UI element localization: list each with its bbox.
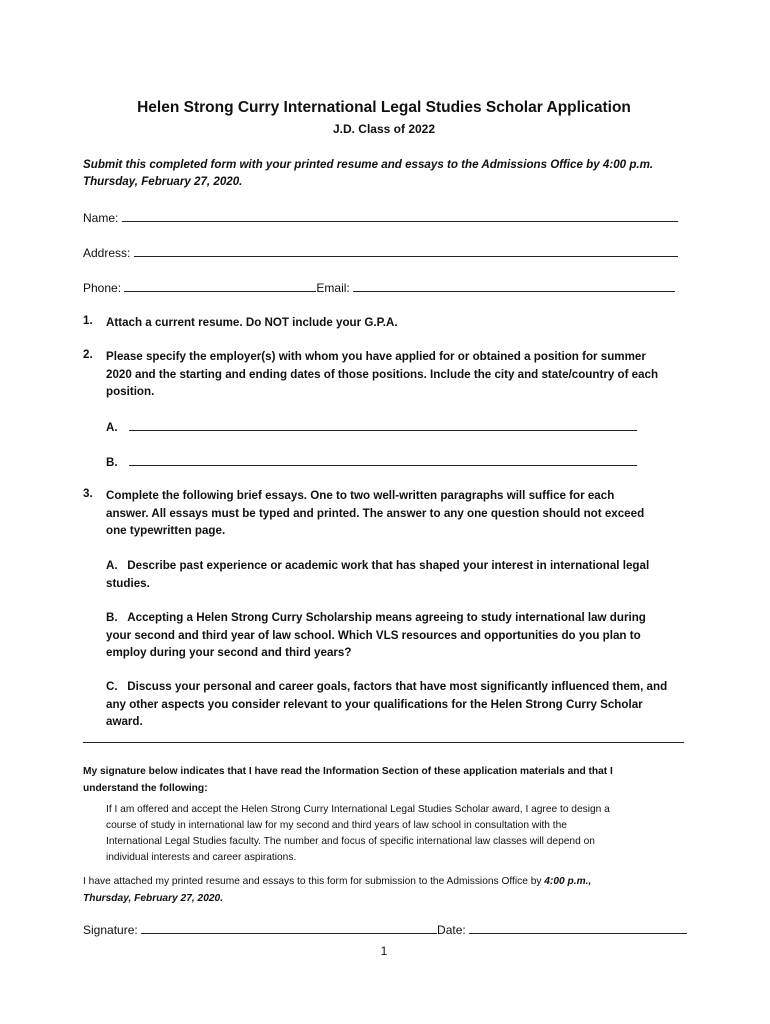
signature-intro bbox=[83, 764, 685, 797]
q3-c-line: award. bbox=[106, 715, 143, 728]
q2-a-label: A. bbox=[106, 421, 118, 434]
q2-answer-a-row bbox=[106, 418, 637, 434]
q2-text bbox=[106, 348, 696, 401]
pledge-line: International Legal Studies faculty. The number and focus of specific international law classes will depend on bbox=[106, 836, 595, 847]
q3-a-label: A. bbox=[106, 559, 118, 572]
email-field[interactable] bbox=[353, 279, 675, 292]
date-label: Date: bbox=[437, 923, 466, 937]
name-field[interactable] bbox=[122, 209, 678, 222]
name-label: Name: bbox=[83, 211, 119, 225]
q3-essay-c bbox=[106, 678, 696, 731]
section-divider bbox=[83, 742, 684, 743]
signature-label: Signature: bbox=[83, 923, 138, 937]
date-field[interactable] bbox=[469, 921, 687, 934]
phone-field[interactable] bbox=[124, 279, 316, 292]
signature-intro-line: understand the following: bbox=[83, 782, 208, 794]
q3-b-line: Accepting a Helen Strong Curry Scholarship means agreeing to study international law during bbox=[127, 611, 646, 624]
q3-b-line: your second and third year of law school. Which VLS resources and opportunities do you plan to bbox=[106, 628, 641, 642]
q2-line: Please specify the employer(s) with whom you have applied for or obtained a position for summer bbox=[106, 350, 646, 363]
email-label: Email: bbox=[316, 281, 350, 295]
submission-instructions bbox=[83, 156, 685, 190]
phone-email-row bbox=[83, 279, 675, 295]
signature-field[interactable] bbox=[141, 921, 437, 934]
attachment-statement bbox=[83, 873, 685, 907]
attach-text: I have attached my printed resume and essays to this form for submission to the Admissions Office by bbox=[83, 876, 545, 887]
q2-line: position. bbox=[106, 385, 155, 398]
q3-b-line: employ during your second and third years? bbox=[106, 646, 352, 659]
q3-essay-a bbox=[106, 557, 696, 592]
pledge-text bbox=[106, 802, 696, 866]
instructions-line-2: Thursday, February 27, 2020. bbox=[83, 175, 243, 188]
signature-intro-line: My signature below indicates that I have read the Information Section of these application materials and that I bbox=[83, 766, 613, 777]
attach-deadline-time: 4:00 p.m., bbox=[544, 876, 592, 887]
pledge-line: course of study in international law for my second and third years of law school in consultation with the bbox=[106, 820, 567, 831]
q2-number: 2. bbox=[83, 348, 93, 361]
q3-a-line: Describe past experience or academic work that has shaped your interest in international legal bbox=[127, 559, 650, 572]
phone-label: Phone: bbox=[83, 281, 122, 295]
q3-number: 3. bbox=[83, 487, 93, 500]
address-field[interactable] bbox=[134, 244, 678, 257]
address-row bbox=[83, 244, 678, 260]
pledge-line: individual interests and career aspirations. bbox=[106, 852, 297, 863]
page-number: 1 bbox=[380, 944, 388, 958]
address-label: Address: bbox=[83, 246, 131, 260]
q2-line: 2020 and the starting and ending dates of those positions. Include the city and state/country of each bbox=[106, 367, 659, 381]
q3-c-label: C. bbox=[106, 680, 118, 693]
q1-text: Attach a current resume. Do NOT include your G.P.A. bbox=[106, 316, 398, 329]
q3-a-line: studies. bbox=[106, 576, 150, 590]
q2-answer-b-row bbox=[106, 453, 637, 469]
q3-line: Complete the following brief essays. One to two well-written paragraphs will suffice for each bbox=[106, 489, 615, 502]
q2-answer-b-field[interactable] bbox=[129, 453, 637, 466]
q3-c-line: any other aspects you consider relevant to your qualifications for the Helen Strong Curry Scholar bbox=[106, 697, 643, 711]
q3-text bbox=[106, 487, 696, 540]
q3-c-line: Discuss your personal and career goals, factors that have most significantly influenced them, and bbox=[127, 680, 668, 693]
q1-number: 1. bbox=[83, 314, 93, 327]
page-title: Helen Strong Curry International Legal Studies Scholar Application bbox=[137, 99, 631, 116]
q3-essay-b bbox=[106, 609, 696, 662]
page-subtitle: J.D. Class of 2022 bbox=[332, 122, 436, 136]
signature-row bbox=[83, 921, 687, 937]
attach-deadline-date: Thursday, February 27, 2020. bbox=[83, 893, 224, 904]
q2-answer-a-field[interactable] bbox=[129, 418, 637, 431]
name-row bbox=[83, 209, 678, 225]
q3-line: one typewritten page. bbox=[106, 524, 226, 537]
q3-b-label: B. bbox=[106, 611, 118, 624]
document-page bbox=[83, 0, 685, 1024]
q3-line: answer. All essays must be typed and printed. The answer to any one question should not exceed bbox=[106, 506, 645, 520]
q2-b-label: B. bbox=[106, 456, 118, 469]
pledge-line: If I am offered and accept the Helen Strong Curry International Legal Studies Scholar award, I agree to design a bbox=[106, 804, 610, 815]
instructions-line-1: Submit this completed form with your printed resume and essays to the Admissions Office by 4:00 p.m. bbox=[83, 158, 654, 171]
